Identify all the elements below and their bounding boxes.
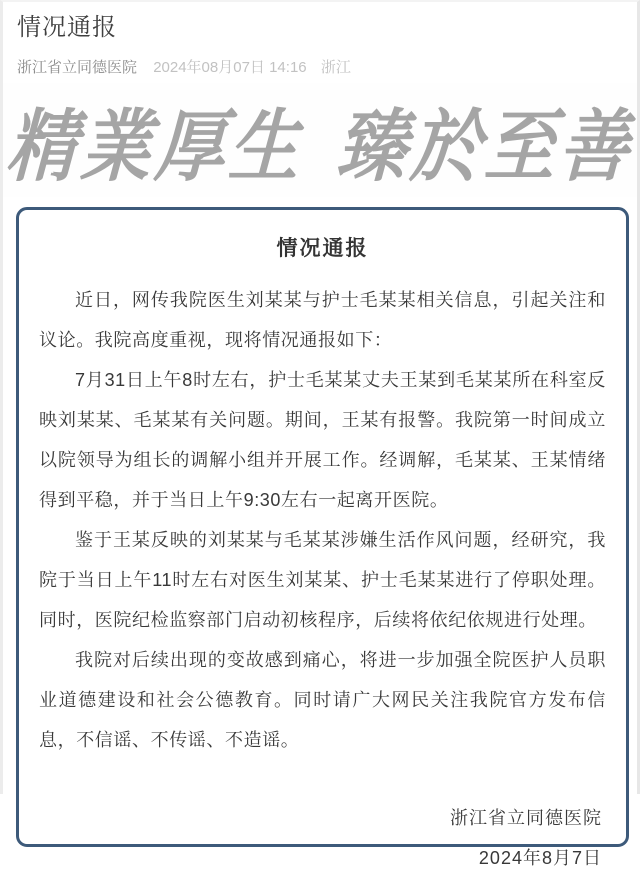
notice-paragraph: 鉴于王某反映的刘某某与毛某某涉嫌生活作风问题，经研究，我院于当日上午11时左右对医生刘某某、护士毛某某进行了停职处理。同时，医院纪检监察部门启动初核程序，后续将依纪依规进行处理。	[39, 530, 606, 631]
article-header	[3, 2, 637, 77]
calligraphy-motto-left: 精業厚生	[4, 99, 305, 193]
signature-org: 浙江省立同德医院	[450, 808, 602, 829]
byline	[17, 56, 623, 77]
calligraphy-banner-image	[3, 83, 637, 197]
publish-location: 浙江	[320, 59, 351, 77]
notice-box	[16, 207, 629, 869]
signature-date: 2024年8月7日	[478, 848, 602, 869]
notice-paragraph: 近日，网传我院医生刘某某与护士毛某某相关信息，引起关注和议论。我院高度重视，现将情况通报如下：	[39, 290, 606, 351]
account-name-link[interactable]: 浙江省立同德医院	[17, 59, 138, 77]
signature-block	[39, 798, 606, 878]
article-title: 情况通报	[17, 14, 117, 41]
notice-paragraph: 我院对后续出现的变故感到痛心，将进一步加强全院医护人员职业道德建设和社会公德教育。同时请广大网民关注我院官方发布信息，不信谣、不传谣、不造谣。	[39, 650, 606, 751]
notice-body	[39, 280, 606, 760]
publish-timestamp: 2024年08月07日 14:16	[153, 59, 307, 77]
calligraphy-motto-right: 臻於至善	[334, 99, 635, 193]
notice-paragraph: 7月31日上午8时左右，护士毛某某丈夫王某到毛某某所在科室反映刘某某、毛某某有关问题。期间，王某有报警。我院第一时间成立以院领导为组长的调解小组并开展工作。经调解，毛某某、王某情绪得到平稳，并于当日上午9:30左右一起离开医院。	[39, 370, 606, 511]
notice-title: 情况通报	[276, 237, 369, 261]
